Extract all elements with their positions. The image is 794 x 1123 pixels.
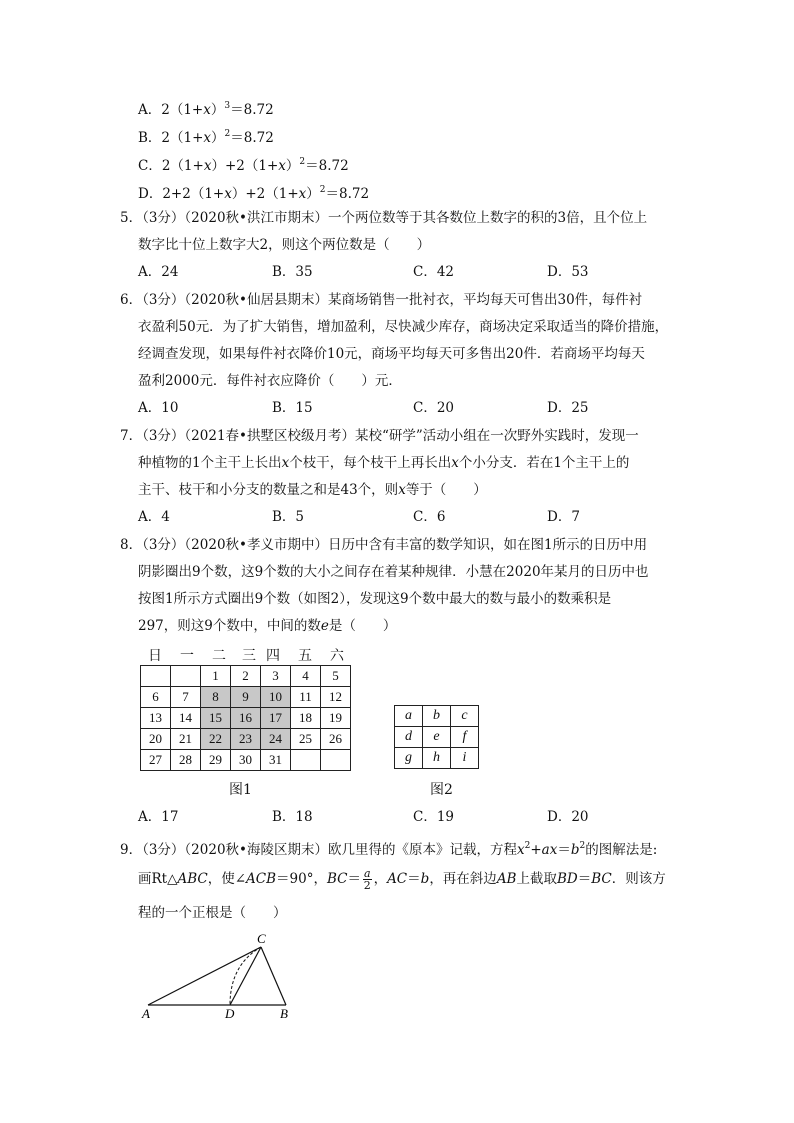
q7-stem-line3: 主干、枝干和小分支的数量之和是43个，则x等于（ ） [138, 482, 487, 498]
q8-option-c[interactable]: C．19 [413, 809, 455, 825]
grid2-cell: a [395, 706, 423, 727]
weekday-label: 二 [212, 648, 226, 664]
point-label-a: A [142, 1006, 150, 1021]
weekday-label: 一 [180, 648, 194, 664]
q6-option-a[interactable]: A．10 [138, 400, 179, 416]
calendar-cell: 3 [261, 666, 291, 687]
q8-option-b[interactable]: B．18 [272, 809, 313, 825]
calendar-cell: 26 [321, 729, 351, 750]
q8-stem-line2: 阴影圈出9个数，这9个数的大小之间存在着某种规律．小慧在2020年某月的日历中也 [138, 564, 649, 580]
calendar-cell: 21 [171, 729, 201, 750]
q9-stem-line3: 程的一个正根是（ ） [138, 905, 287, 921]
point-label-d: D [225, 1006, 235, 1021]
figure-1-caption: 图1 [229, 782, 252, 798]
q7-stem-line2: 种植物的1个主干上长出x个枝干，每个枝干上再长出x个小分支．若在1个主干上的 [138, 455, 630, 471]
q7-option-c[interactable]: C．6 [413, 509, 446, 525]
q6-stem-line1: 6．（3分）（2020秋•仙居县期末）某商场销售一批衬衣，平均每天可售出30件，每件衬 [120, 292, 643, 308]
q8-option-d[interactable]: D．20 [547, 809, 589, 825]
calendar-cell-shaded: 23 [231, 729, 261, 750]
q4-option-a[interactable]: A．$2(1+x)^3=8.72$ [138, 101, 274, 118]
calendar-cell-shaded: 15 [201, 708, 231, 729]
calendar-cell-shaded: 16 [231, 708, 261, 729]
grid2-cell: c [451, 706, 479, 727]
grid2-cell: i [451, 748, 479, 769]
q7-option-a[interactable]: A．4 [138, 509, 170, 525]
q7-option-b[interactable]: B．5 [272, 509, 305, 525]
q7-stem-line1: 7．（3分）（2021春•拱墅区校级月考）某校“研学”活动小组在一次野外实践时，发现一 [120, 428, 639, 444]
q4-option-b[interactable]: B．$2(1+x)^2=8.72$ [138, 129, 274, 146]
q6-option-b[interactable]: B．15 [272, 400, 313, 416]
triangle-figure [130, 930, 300, 1025]
q9-stem-line1: 9．（3分）（2020秋•海陵区期末）欧几里得的《原本》记载，方程$x^2+ax=b^2$的图解法是: [120, 841, 658, 858]
grid2-cell: g [395, 748, 423, 769]
calendar-cell: 5 [321, 666, 351, 687]
grid2-cell: b [423, 706, 451, 727]
calendar-cell: 31 [261, 750, 291, 771]
q6-stem-line3: 经调查发现，如果每件衬衣降价10元，商场平均每天可多售出20件．若商场平均每天 [138, 346, 645, 362]
segment-ac [148, 947, 261, 1005]
weekday-label: 五 [298, 648, 312, 664]
q5-option-a[interactable]: A．24 [138, 264, 179, 280]
q5-stem-line2: 数字比十位上数字大2，则这个两位数是（ ） [138, 237, 431, 253]
q4-option-d[interactable]: D．$2+2(1+x)+2(1+x)^2=8.72$ [138, 185, 370, 202]
point-label-b: B [280, 1006, 288, 1021]
calendar-cell [321, 750, 351, 771]
q8-stem-line1: 8．（3分）（2020秋•孝义市期中）日历中含有丰富的数学知识，如在图1所示的日历中用 [120, 537, 648, 553]
grid2-cell: f [451, 727, 479, 748]
figure-2-caption: 图2 [430, 782, 453, 798]
q6-stem-line4: 盈利2000元．每件衬衣应降价（ ）元． [138, 373, 402, 389]
segment-cd [230, 947, 261, 1005]
grid2-cell: h [423, 748, 451, 769]
calendar-figure-1 [140, 665, 351, 771]
q8-stem-line4: 297，则这9个数中，中间的数e是（ ） [138, 618, 397, 634]
q5-option-c[interactable]: C．42 [413, 264, 455, 280]
calendar-cell-shaded: 17 [261, 708, 291, 729]
calendar-cell-shaded: 10 [261, 687, 291, 708]
calendar-cell [171, 666, 201, 687]
q6-option-c[interactable]: C．20 [413, 400, 455, 416]
fraction-a-over-2: $\frac{a}{2}$ [363, 867, 371, 892]
calendar-cell: 30 [231, 750, 261, 771]
calendar-cell-shaded: 22 [201, 729, 231, 750]
calendar-cell: 1 [201, 666, 231, 687]
calendar-cell: 2 [231, 666, 261, 687]
q8-stem-line3: 按图1所示方式圈出9个数（如图2），发现这9个数中最大的数与最小的数乘积是 [138, 591, 612, 607]
calendar-cell [291, 750, 321, 771]
calendar-cell: 27 [141, 750, 171, 771]
calendar-cell: 13 [141, 708, 171, 729]
segment-cb [261, 947, 286, 1005]
q7-option-d[interactable]: D．7 [547, 509, 580, 525]
q6-option-d[interactable]: D．25 [547, 400, 589, 416]
calendar-cell-shaded: 8 [201, 687, 231, 708]
calendar-cell: 6 [141, 687, 171, 708]
weekday-label: 四 [266, 648, 280, 664]
weekday-label: 六 [330, 648, 344, 664]
calendar-cell [141, 666, 171, 687]
calendar-cell: 29 [201, 750, 231, 771]
q4-option-c[interactable]: C．$2(1+x)+2(1+x)^2=8.72$ [138, 157, 349, 174]
calendar-cell-shaded: 24 [261, 729, 291, 750]
calendar-cell: 4 [291, 666, 321, 687]
q5-stem-line1: 5．（3分）（2020秋•洪江市期末）一个两位数等于其各数位上数字的积的3倍，且个位上 [120, 210, 648, 226]
q5-option-d[interactable]: D．53 [547, 264, 589, 280]
calendar-cell: 14 [171, 708, 201, 729]
calendar-cell: 20 [141, 729, 171, 750]
grid2-cell: e [423, 727, 451, 748]
weekday-label: 日 [148, 648, 162, 664]
q6-stem-line2: 衣盈利50元．为了扩大销售，增加盈利，尽快减少库存，商场决定采取适当的降价措施， [138, 319, 669, 335]
grid-figure-2 [394, 705, 479, 769]
grid2-cell: d [395, 727, 423, 748]
q8-option-a[interactable]: A．17 [138, 809, 179, 825]
q5-option-b[interactable]: B．35 [272, 264, 313, 280]
calendar-cell-shaded: 9 [231, 687, 261, 708]
weekday-label: 三 [242, 648, 256, 664]
calendar-cell: 18 [291, 708, 321, 729]
q9-stem-line2: 画Rt△ABC，使∠ACB＝90°，BC＝ $\frac{a}{2}$ ，AC＝b，再在斜边AB上截取BD＝BC．则该方 [138, 867, 666, 892]
calendar-cell: 25 [291, 729, 321, 750]
calendar-cell: 11 [291, 687, 321, 708]
point-label-c: C [257, 931, 266, 946]
calendar-cell: 28 [171, 750, 201, 771]
calendar-cell: 19 [321, 708, 351, 729]
calendar-cell: 12 [321, 687, 351, 708]
calendar-cell: 7 [171, 687, 201, 708]
